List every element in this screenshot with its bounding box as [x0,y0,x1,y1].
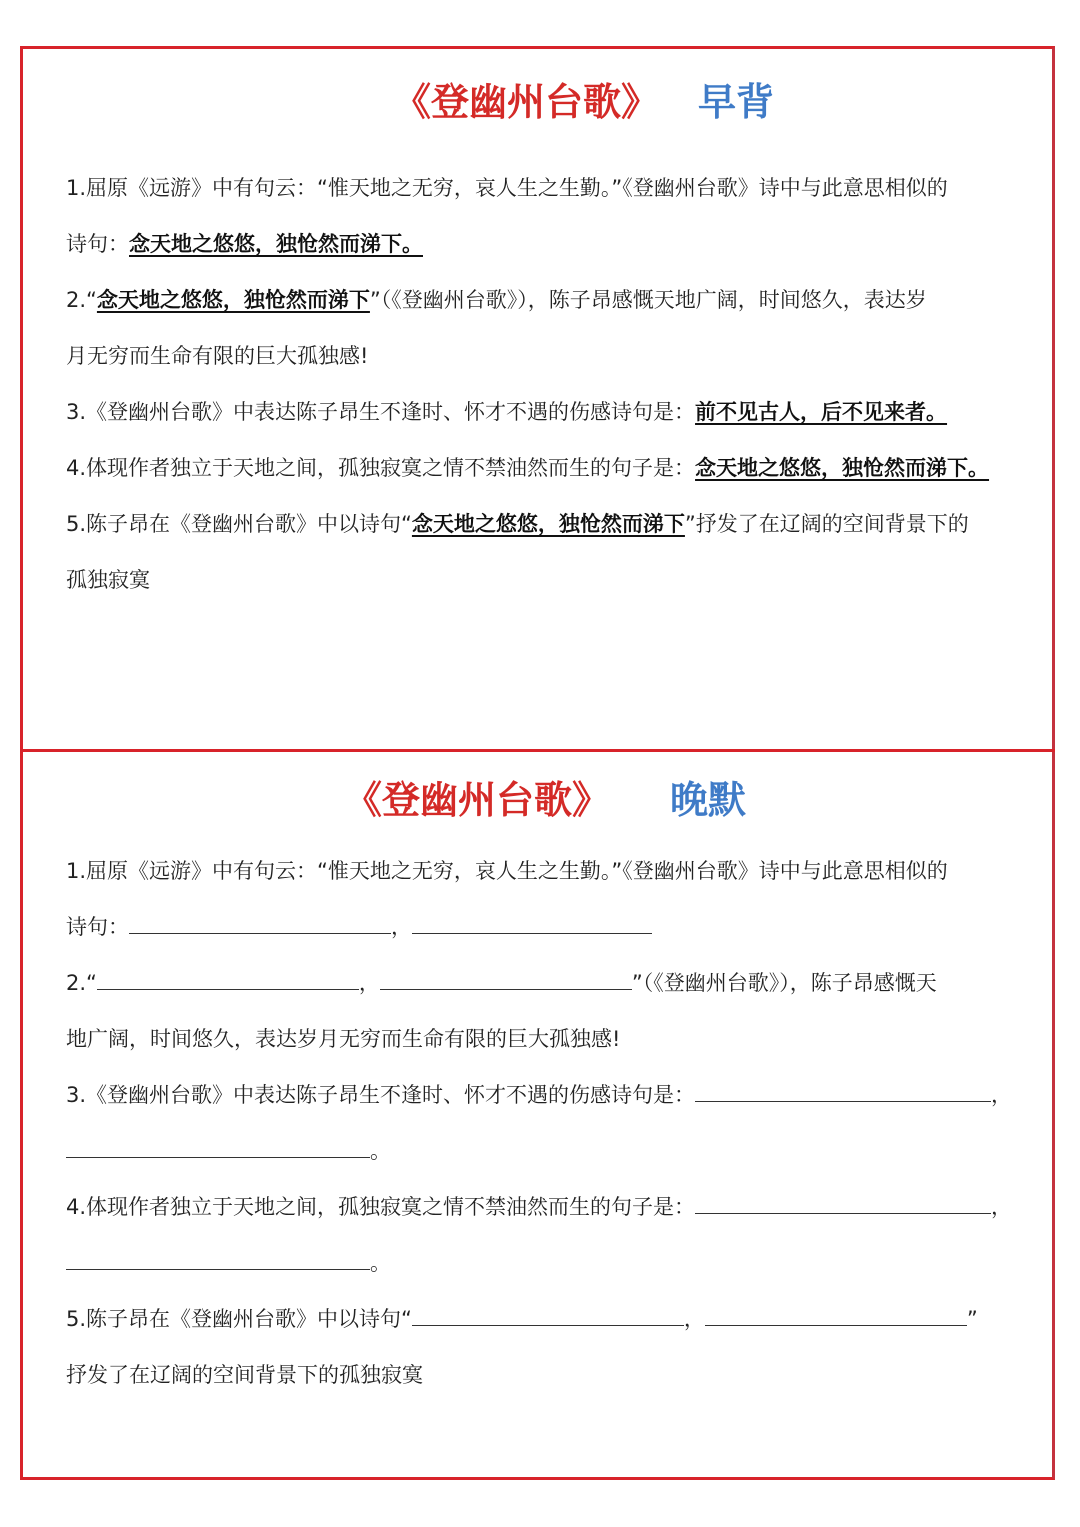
evening-q2-blank-1[interactable] [97,969,359,990]
morning-q4-prefix: 4.体现作者独立于天地之间，孤独寂寞之情不禁油然而生的句子是： [66,456,696,480]
morning-q2-line2 [66,341,368,371]
morning-q3-answer: 前不见古人，后不见来者。 [695,400,948,424]
morning-q3-line [66,397,947,427]
evening-q3-line2 [66,1136,391,1166]
evening-q2-line2 [66,1024,620,1054]
morning-q2-answer: 念天地之悠悠，独怆然而涕下 [96,288,370,312]
evening-q5-blank-1[interactable] [412,1305,684,1326]
evening-q1-text: 1.屈原《远游》中有句云：“惟天地之无穷，哀人生之生勤。”《登幽州台歌》诗中与此意思相似的 [66,859,948,883]
evening-q5-blank-2[interactable] [705,1305,967,1326]
evening-q5-prefix: 5.陈子昂在《登幽州台歌》中以诗句“ [66,1307,412,1331]
evening-q1-comma: ， [391,915,412,939]
morning-q5-line2 [66,565,150,595]
evening-q1-blank-1[interactable] [129,913,391,934]
morning-q5-prefix: 5.陈子昂在《登幽州台歌》中以诗句“ [66,512,412,536]
evening-title [0,770,1080,830]
morning-q5-suffix: ”抒发了在辽阔的空间背景下的 [684,512,969,536]
evening-q5-suffix: ” [966,1307,978,1331]
evening-q5-comma: ， [683,1307,705,1331]
morning-q1-line1 [66,173,948,203]
morning-q4-answer: 念天地之悠悠，独怆然而涕下。 [695,456,990,480]
evening-q2-prefix: 2.“ [66,971,97,995]
evening-q3-comma: ， [991,1083,1013,1107]
morning-title-tag: 早背 [698,80,775,124]
morning-q2-line1 [66,285,927,315]
evening-q4-blank-2[interactable] [66,1249,370,1270]
morning-title [0,72,1080,132]
evening-q5-line1 [66,1304,978,1334]
evening-q4-line1 [66,1192,1012,1222]
morning-q5-line1 [66,509,969,539]
evening-q3-line1 [66,1080,1012,1110]
evening-q4-comma: ， [991,1195,1013,1219]
morning-q5-answer: 念天地之悠悠，独怆然而涕下 [411,512,685,536]
evening-q5-line2 [66,1360,423,1390]
evening-q3-period: 。 [370,1139,391,1163]
evening-q4-prefix: 4.体现作者独立于天地之间，孤独寂寞之情不禁油然而生的句子是： [66,1195,696,1219]
morning-q2-suffix: ”（《登幽州台歌》），陈子昂感慨天地广阔，时间悠久，表达岁 [369,288,927,312]
morning-q1-text: 1.屈原《远游》中有句云：“惟天地之无穷，哀人生之生勤。”《登幽州台歌》诗中与此意思相似的 [66,176,948,200]
evening-q3-blank-2[interactable] [66,1137,370,1158]
evening-q2-line1 [66,968,937,998]
morning-q2-text: 月无穷而生命有限的巨大孤独感! [66,344,369,368]
evening-q3-prefix: 3.《登幽州台歌》中表达陈子昂生不逢时、怀才不遇的伤感诗句是： [66,1083,696,1107]
evening-q2-text: 地广阔，时间悠久，表达岁月无穷而生命有限的巨大孤独感! [66,1027,621,1051]
morning-q5-text: 孤独寂寞 [66,568,150,592]
morning-q2-prefix: 2.“ [66,288,97,312]
section-divider [20,749,1055,752]
evening-q5-text: 抒发了在辽阔的空间背景下的孤独寂寞 [66,1363,423,1387]
evening-q1-blank-2[interactable] [412,913,652,934]
evening-q4-blank-1[interactable] [695,1193,991,1214]
morning-q3-prefix: 3.《登幽州台歌》中表达陈子昂生不逢时、怀才不遇的伤感诗句是： [66,400,696,424]
morning-title-work: 《登幽州台歌》 [393,80,660,124]
evening-q2-blank-2[interactable] [380,969,632,990]
morning-q1-line2 [66,229,423,259]
evening-q3-blank-1[interactable] [695,1081,991,1102]
morning-q1-answer: 念天地之悠悠，独怆然而涕下。 [129,232,423,256]
evening-q2-comma: ， [358,971,380,995]
morning-q4-line [66,453,989,483]
evening-q4-period: 。 [370,1251,391,1275]
evening-q1-prefix: 诗句： [66,915,129,939]
evening-q4-line2 [66,1248,391,1278]
evening-title-tag: 晚默 [670,778,747,822]
evening-q1-line1 [66,856,948,886]
evening-q2-suffix: ”（《登幽州台歌》），陈子昂感慨天 [631,971,937,995]
evening-q1-line2 [66,912,652,942]
evening-title-work: 《登幽州台歌》 [344,778,611,822]
morning-q1-prefix: 诗句： [66,232,129,256]
